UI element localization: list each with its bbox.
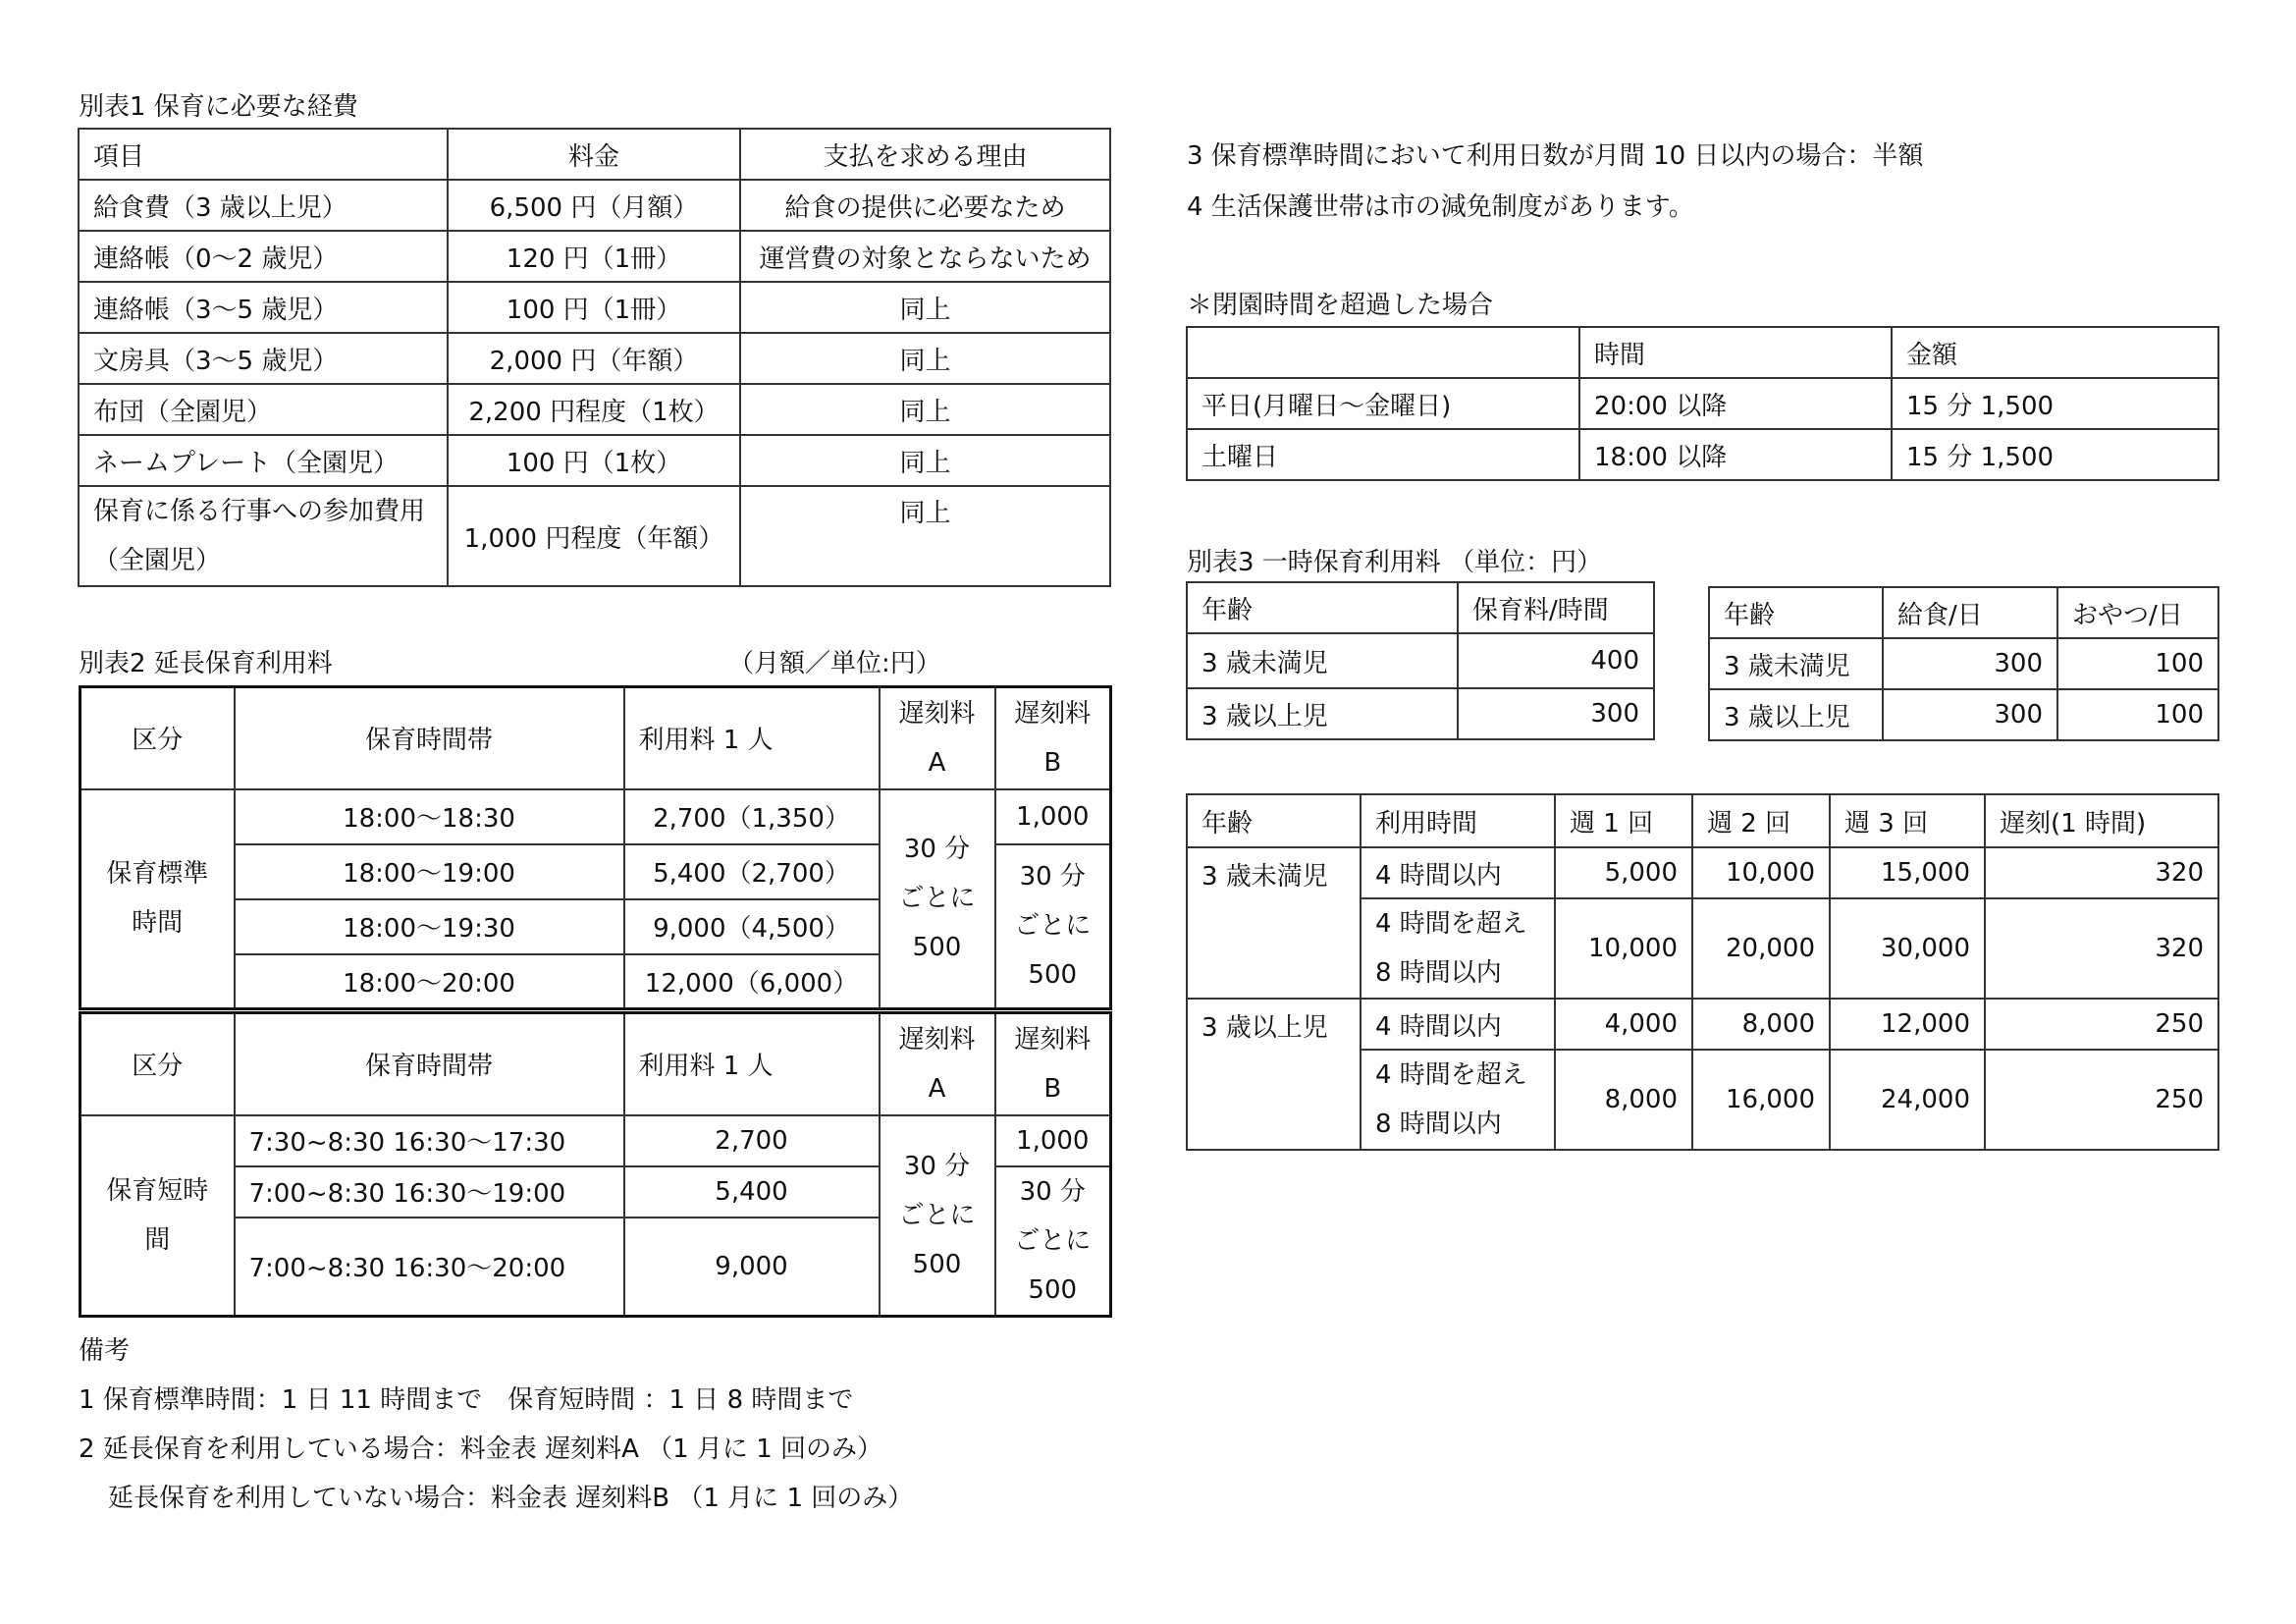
table3-title: 別表3 一時保育利用料 （単位：円） <box>1187 548 1603 577</box>
cell: 20,000 <box>1692 898 1830 999</box>
cell: 15 分 1,500 <box>1892 378 2218 429</box>
fee: 2,700（1,350） <box>624 789 880 844</box>
header-snack: おやつ/日 <box>2057 587 2218 638</box>
timeslot: 18:00～19:00 <box>235 844 624 899</box>
expense-table <box>78 128 1111 587</box>
notes-title: 備考 <box>79 1336 131 1366</box>
header-age: 年齢 <box>1709 587 1883 638</box>
header-week1: 週 1 回 <box>1555 794 1692 847</box>
header-empty <box>1187 327 1579 378</box>
cell: 4 時間を超え 8 時間以内 <box>1361 1050 1555 1150</box>
timeslot: 18:00～20:00 <box>235 954 624 1009</box>
header-age: 年齢 <box>1187 582 1458 633</box>
late-b-short: 30 分ごとに 500 <box>995 1166 1111 1317</box>
overtime-table <box>1186 326 2219 481</box>
fee: 9,000（4,500） <box>624 899 880 954</box>
header-amount: 金額 <box>1892 327 2218 378</box>
header-item: 項目 <box>79 129 448 180</box>
age-over3: 3 歳以上児 <box>1187 999 1361 1150</box>
cell: 10,000 <box>1692 847 1830 898</box>
late-a-short: 30 分ごとに 500 <box>880 1115 995 1317</box>
header-timeslot: 保育時間帯 <box>235 687 624 789</box>
header-late-b: 遅刻料B <box>995 1013 1111 1115</box>
header-reason: 支払を求める理由 <box>740 129 1110 180</box>
header-hourly-fee: 保育料/時間 <box>1458 582 1654 633</box>
cell: 布団（全園児） <box>79 384 448 435</box>
cell: 300 <box>1458 688 1654 739</box>
cell: 同上 <box>740 282 1110 333</box>
cell: 5,000 <box>1555 847 1692 898</box>
note-line: 3 保育標準時間において利用日数が月間 10 日以内の場合：半額 <box>1187 141 1924 171</box>
extended-care-short-table <box>79 1011 1112 1318</box>
cell: 同上 <box>740 486 1110 586</box>
extended-care-standard-table <box>79 685 1112 1010</box>
fee: 9,000 <box>624 1218 880 1316</box>
cell: 同上 <box>740 333 1110 384</box>
cell: 給食費（3 歳以上児） <box>79 180 448 231</box>
header-meal: 給食/日 <box>1883 587 2057 638</box>
cell: 1,000 円程度（年額） <box>448 486 740 586</box>
late-a-standard: 30 分ごとに 500 <box>880 789 995 1009</box>
table1-title: 別表1 保育に必要な経費 <box>79 92 358 122</box>
note-line: 2 延長保育を利用している場合：料金表 遅刻料A （1 月に 1 回のみ） <box>79 1435 883 1464</box>
cell: 15,000 <box>1830 847 1985 898</box>
cell: 18:00 以降 <box>1579 429 1892 480</box>
header-category: 区分 <box>80 1013 235 1115</box>
cell: 24,000 <box>1830 1050 1985 1150</box>
fee: 5,400 <box>624 1166 880 1218</box>
cell: 16,000 <box>1692 1050 1830 1150</box>
meal-fee-table <box>1708 586 2219 741</box>
cell: 12,000 <box>1830 999 1985 1050</box>
timeslot: 18:00～19:30 <box>235 899 624 954</box>
cell: 4 時間以内 <box>1361 999 1555 1050</box>
cell: 保育に係る行事への参加費用（全園児） <box>79 486 448 586</box>
cell: 連絡帳（0～2 歳児） <box>79 231 448 282</box>
header-late-a: 遅刻料A <box>880 687 995 789</box>
header-fee: 利用料 1 人 <box>624 1013 880 1115</box>
cell: 100 円（1枚） <box>448 435 740 486</box>
cell: 100 円（1冊） <box>448 282 740 333</box>
late-b-standard: 30 分ごとに 500 <box>995 844 1111 1009</box>
header-late: 遅刻(1 時間) <box>1985 794 2218 847</box>
header-timeslot: 保育時間帯 <box>235 1013 624 1115</box>
cell: 文房具（3～5 歳児） <box>79 333 448 384</box>
fee: 2,700 <box>624 1115 880 1166</box>
timeslot: 7:00~8:30 16:30～19:00 <box>235 1166 624 1218</box>
cell: 300 <box>1883 689 2057 740</box>
cell: 同上 <box>740 384 1110 435</box>
table2-unit: （月額／単位:円） <box>728 649 941 678</box>
cell: 4 時間以内 <box>1361 847 1555 898</box>
cell: 3 歳未満児 <box>1709 638 1883 689</box>
late-b-first: 1,000 <box>995 1115 1111 1166</box>
cell: 6,500 円（月額） <box>448 180 740 231</box>
cell: 120 円（1冊） <box>448 231 740 282</box>
cell: 10,000 <box>1555 898 1692 999</box>
header-week2: 週 2 回 <box>1692 794 1830 847</box>
overtime-title: ＊閉園時間を超過した場合 <box>1187 291 1494 320</box>
cell: 8,000 <box>1555 1050 1692 1150</box>
note-line: 4 生活保護世帯は市の減免制度があります。 <box>1187 192 1694 222</box>
cell: 20:00 以降 <box>1579 378 1892 429</box>
age-under3: 3 歳未満児 <box>1187 847 1361 999</box>
cell: 3 歳未満児 <box>1187 633 1458 688</box>
cell: 400 <box>1458 633 1654 688</box>
header-fee: 利用料 1 人 <box>624 687 880 789</box>
cell: 320 <box>1985 847 2218 898</box>
cell: 2,200 円程度（1枚） <box>448 384 740 435</box>
timeslot: 7:30~8:30 16:30～17:30 <box>235 1115 624 1166</box>
cell: 平日(月曜日～金曜日) <box>1187 378 1579 429</box>
header-age: 年齢 <box>1187 794 1361 847</box>
fee: 12,000（6,000） <box>624 954 880 1009</box>
fee: 5,400（2,700） <box>624 844 880 899</box>
header-week3: 週 3 回 <box>1830 794 1985 847</box>
timeslot: 7:00~8:30 16:30～20:00 <box>235 1218 624 1316</box>
cell: 100 <box>2057 689 2218 740</box>
cell: 2,000 円（年額） <box>448 333 740 384</box>
header-category: 区分 <box>80 687 235 789</box>
cell: 3 歳以上児 <box>1709 689 1883 740</box>
header-time: 時間 <box>1579 327 1892 378</box>
timeslot: 18:00～18:30 <box>235 789 624 844</box>
note-line: 1 保育標準時間：1 日 11 時間まで 保育短時間 ：1 日 8 時間まで <box>79 1385 854 1415</box>
cell: 320 <box>1985 898 2218 999</box>
cell: 4 時間を超え 8 時間以内 <box>1361 898 1555 999</box>
header-usage-time: 利用時間 <box>1361 794 1555 847</box>
note-line: 延長保育を利用していない場合：料金表 遅刻料B （1 月に 1 回のみ） <box>108 1484 914 1513</box>
cell: 100 <box>2057 638 2218 689</box>
late-b-first: 1,000 <box>995 789 1111 844</box>
header-late-b: 遅刻料B <box>995 687 1111 789</box>
category-short: 保育短時間 <box>80 1115 235 1317</box>
weekly-fee-table <box>1186 793 2219 1151</box>
header-late-a: 遅刻料A <box>880 1013 995 1115</box>
cell: 3 歳以上児 <box>1187 688 1458 739</box>
cell: 300 <box>1883 638 2057 689</box>
cell: 土曜日 <box>1187 429 1579 480</box>
cell: 運営費の対象とならないため <box>740 231 1110 282</box>
cell: 15 分 1,500 <box>1892 429 2218 480</box>
cell: 給食の提供に必要なため <box>740 180 1110 231</box>
cell: 8,000 <box>1692 999 1830 1050</box>
category-standard: 保育標準時間 <box>80 789 235 1009</box>
cell: 30,000 <box>1830 898 1985 999</box>
cell: 250 <box>1985 999 2218 1050</box>
cell: ネームプレート（全園児） <box>79 435 448 486</box>
header-fee: 料金 <box>448 129 740 180</box>
cell: 連絡帳（3～5 歳児） <box>79 282 448 333</box>
cell: 250 <box>1985 1050 2218 1150</box>
table2-title: 別表2 延長保育利用料 <box>79 649 333 678</box>
cell: 同上 <box>740 435 1110 486</box>
cell: 4,000 <box>1555 999 1692 1050</box>
hourly-fee-table <box>1186 581 1655 740</box>
